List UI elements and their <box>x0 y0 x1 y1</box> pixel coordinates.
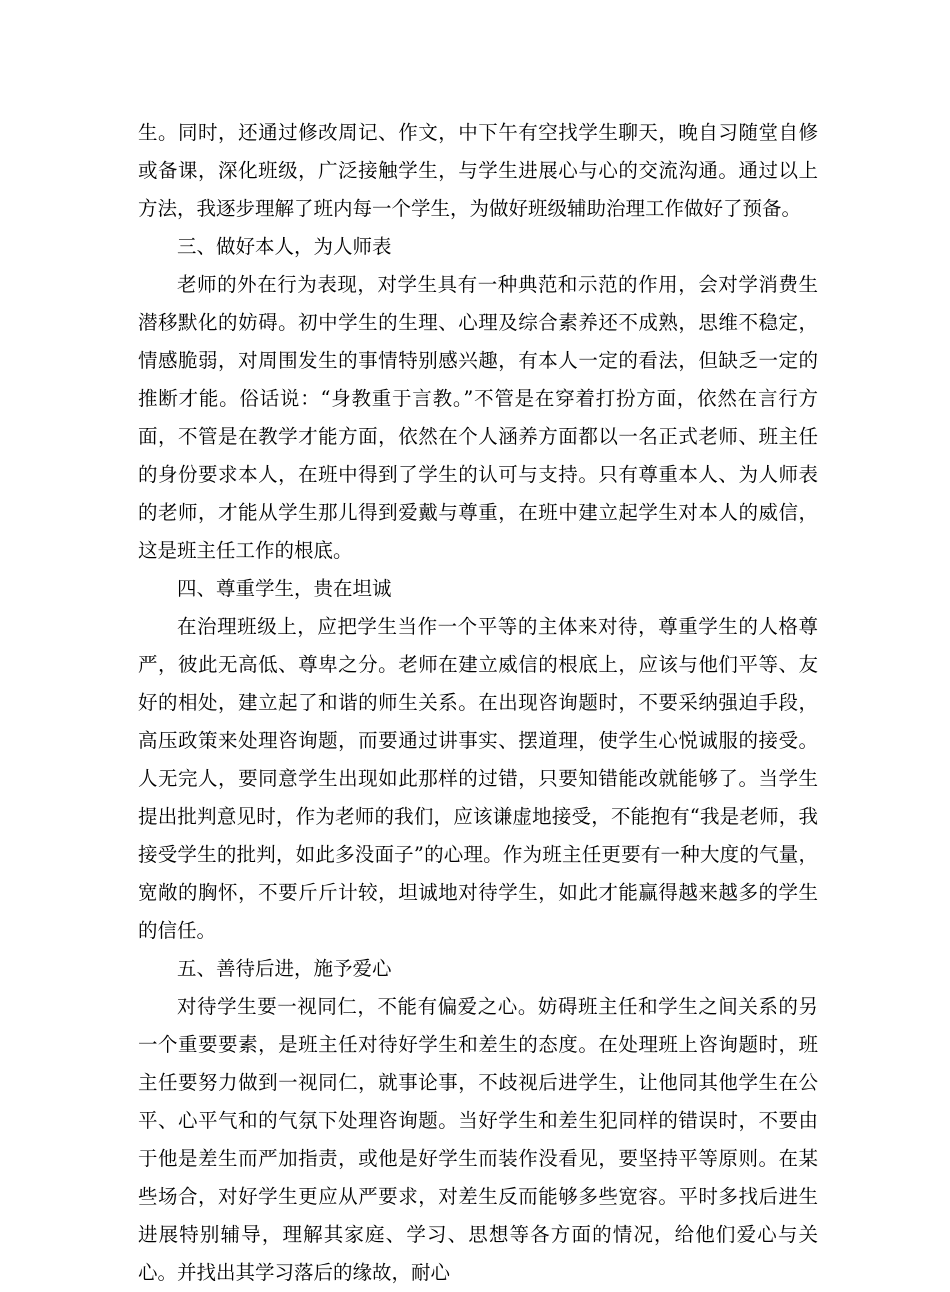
paragraph-treat-laggards: 对待学生要一视同仁，不能有偏爱之心。妨碍班主任和学生之间关系的另一个重要要素，是班主任对待好学生和差生的态度。在处理班上咨询题时，班主任要努力做到一视同仁，就事论事，不歧视后进学生，让他同其他学生在公平、心平气和的气氛下处理咨询题。当好学生和差生犯同样的错误时，不要由于他是差生而严加指责，或他是好学生而装作没看见，要坚持平等原则。在某些场合，对好学生更应从严要求，对差生反而能够多些宽容。平时多找后进生进展特别辅导，理解其家庭、学习、思想等各方面的情况，给他们爱心与关心。并找出其学习落后的缘故，耐心 <box>138 995 818 1284</box>
section-heading-3: 三、做好本人，为人师表 <box>177 235 392 258</box>
section-heading-5: 五、善待后进，施予爱心 <box>177 957 392 980</box>
paragraph-respect-students: 在治理班级上，应把学生当作一个平等的主体来对待，尊重学生的人格尊严，彼此无高低、尊卑之分。老师在建立威信的根底上，应该与他们平等、友好的相处，建立起了和谐的师生关系。在出现咨询题时，不要采纳强迫手段，高压政策来处理咨询题，而要通过讲事实、摆道理，使学生心悦诚服的接受。人无完人，要同意学生出现如此那样的过错，只要知错能改就能够了。当学生提出批判意见时，作为老师的我们，应该谦虚地接受，不能抱有“我是老师，我接受学生的批判，如此多没面子”的心理。作为班主任更要有一种大度的气量，宽敞的胸怀，不要斤斤计较，坦诚地对待学生，如此才能赢得越来越多的学生的信任。 <box>138 615 818 942</box>
paragraph-continuation: 生。同时，还通过修改周记、作文，中下午有空找学生聊天，晚自习随堂自修或备课，深化班级，广泛接触学生，与学生进展心与心的交流沟通。通过以上方法，我逐步理解了班内每一个学生，为做好班级辅助治理工作做好了预备。 <box>138 121 818 220</box>
document-body <box>138 114 818 1292</box>
paragraph-role-model: 老师的外在行为表现，对学生具有一种典范和示范的作用，会对学消费生潜移默化的妨碍。初中学生的生理、心理及综合素养还不成熟，思维不稳定，情感脆弱，对周围发生的事情特别感兴趣，有本人一定的看法，但缺乏一定的推断才能。俗话说：“身教重于言教。”不管是在穿着打扮方面，依然在言行方面，不管是在教学才能方面，依然在个人涵养方面都以一名正式老师、班主任的身份要求本人，在班中得到了学生的认可与支持。只有尊重本人、为人师表的老师，才能从学生那儿得到爱戴与尊重，在班中建立起学生对本人的威信，这是班主任工作的根底。 <box>138 273 818 562</box>
section-heading-4: 四、尊重学生，贵在坦诚 <box>177 577 392 600</box>
